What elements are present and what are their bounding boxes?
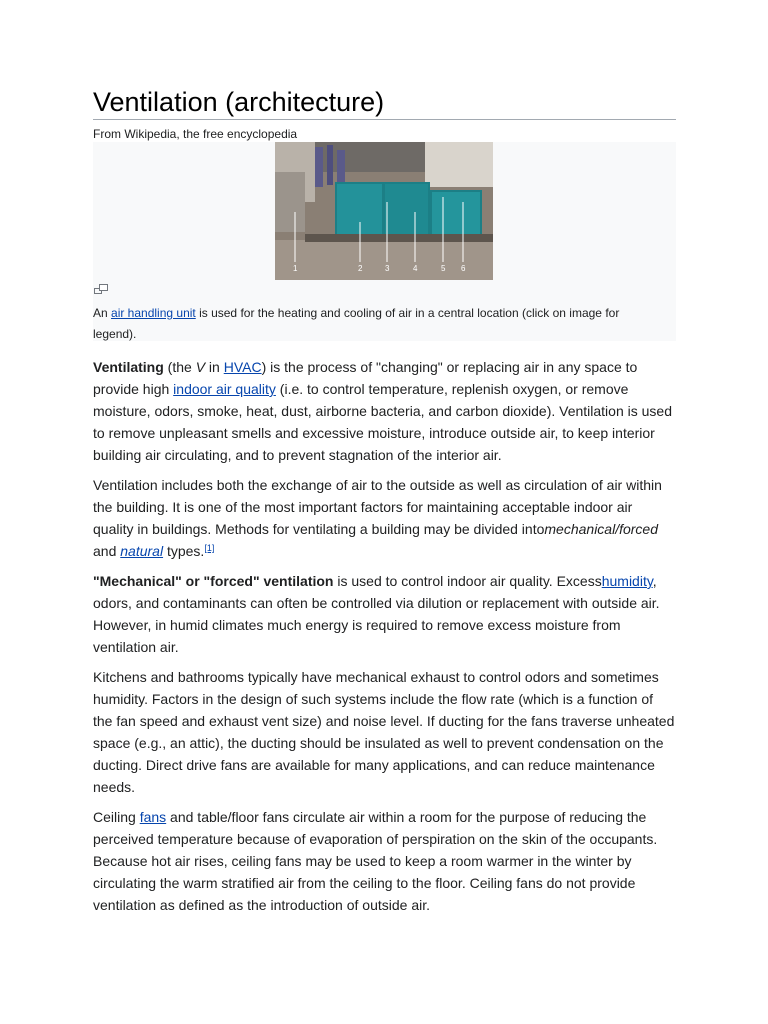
paragraph-types xyxy=(93,474,676,562)
hvac-link[interactable]: HVAC xyxy=(223,359,262,375)
text-run: and table/floor fans circulate air within a room for the purpose of reducing the perceived temperature because of evaporation of perspiration on the skin of the occupants. Because hot air rises, ceiling fans may be used to keep a room warmer in the winter by circulating the warm stratified air from the ceiling to the floor. Ceiling fans do not provide ventilation as defined as the introduction of outside air. xyxy=(93,809,658,913)
page-title: Ventilation (architecture) xyxy=(93,87,385,117)
fans-link[interactable]: fans xyxy=(139,809,167,825)
reference-link[interactable]: [1] xyxy=(204,543,215,553)
text-run: Ceiling xyxy=(93,809,140,825)
humidity-link[interactable]: humidity xyxy=(601,573,653,589)
text-run: , odors, and contaminants can often be controlled via dilution or replacement with outside air. However, in humid climates much energy is required to remove excess moisture from ventilation air. xyxy=(93,573,660,655)
text-run: ) is the process of "changing" or replacing air in any space to provide high xyxy=(93,359,638,397)
enlarge-icon[interactable] xyxy=(94,284,108,295)
photo-marker-label: 3 xyxy=(385,264,390,273)
article-body xyxy=(93,356,676,924)
caption-text: An xyxy=(93,306,112,320)
caption-text: is used for the heating and cooling of air in a central location (click on image for legend). xyxy=(93,306,620,341)
indoor-air-quality-link[interactable]: indoor air quality xyxy=(173,381,276,397)
term-ventilating: Ventilating xyxy=(93,359,164,375)
photo-marker-label: 1 xyxy=(293,264,298,273)
text-run: is used to control indoor air quality. Excess xyxy=(333,573,602,589)
air-handling-unit-photo[interactable] xyxy=(275,142,493,280)
text-run: mechanical/forced xyxy=(544,521,659,537)
photo-marker-label: 6 xyxy=(461,264,466,273)
text-run: (the xyxy=(163,359,196,375)
text-run: (i.e. to control temperature, replenish oxygen, or remove moisture, odors, smoke, heat, dust, airborne bacteria, and carbon dioxide). Ventilation is used to remove unpleasant smells and excessive moisture, introduce outside air, to keep interior building air circulating, and to prevent stagnation of the interior air. xyxy=(93,381,672,463)
photo-marker-label: 2 xyxy=(358,264,363,273)
text-run: in xyxy=(205,359,224,375)
paragraph-kitchens: Kitchens and bathrooms typically have mechanical exhaust to control odors and sometimes humidity. Factors in the design of such systems include the flow rate (which is a function of the fan speed and exhaust vent size) and noise level. If ducting for the fans traverse unheated space (e.g., an attic), the ducting should be insulated as well to prevent condensation on the ducting. Direct drive fans are available for many applications, and can reduce maintenance needs. xyxy=(93,669,675,795)
figure-caption xyxy=(93,303,638,345)
site-tagline: From Wikipedia, the free encyclopedia xyxy=(93,127,298,141)
term-mechanical: "Mechanical" or "forced" ventilation xyxy=(93,573,334,589)
paragraph-intro xyxy=(93,356,676,466)
air-handling-unit-link[interactable]: air handling unit xyxy=(111,306,196,320)
text-run: and xyxy=(93,543,121,559)
thumbnail-figure xyxy=(93,142,676,341)
paragraph-mechanical xyxy=(93,570,676,658)
natural-link[interactable]: natural xyxy=(120,543,164,559)
text-run: Ventilation includes both the exchange of air to the outside as well as circulation of air within the building. It is one of the most important factors for maintaining acceptable indoor air quality in buildings. Methods for ventilating a building may be divided into xyxy=(93,477,662,537)
text-run: V xyxy=(195,359,206,375)
photo-marker-label: 5 xyxy=(441,264,446,273)
text-run: types. xyxy=(163,543,205,559)
paragraph-fans xyxy=(93,806,676,916)
photo-marker-label: 4 xyxy=(413,264,418,273)
title-divider xyxy=(93,119,676,120)
